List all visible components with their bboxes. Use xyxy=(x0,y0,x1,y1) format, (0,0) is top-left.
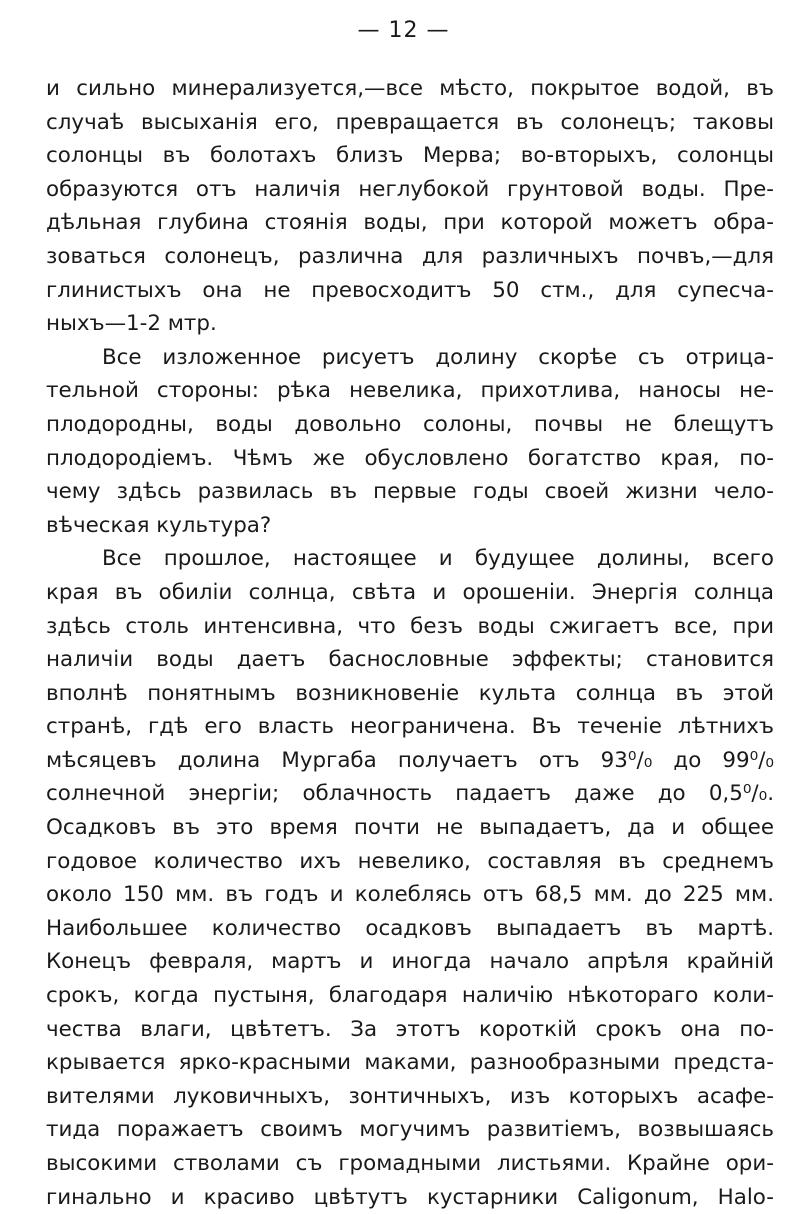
text-line: образуются отъ наличія неглубокой грунтовой воды. Пре- xyxy=(46,176,774,202)
text-line: глинистыхъ она не превосходитъ 50 стм., для супесча- xyxy=(46,277,774,303)
text-line: Наибольшее количество осадковъ выпадаетъ въ мартѣ. xyxy=(46,915,774,941)
text-line: вителями луковичныхъ, зонтичныхъ, изъ которыхъ асафе- xyxy=(46,1083,774,1109)
paragraph-1 xyxy=(46,72,774,341)
text-line: плодородны, воды довольно солоны, почвы не блещутъ xyxy=(46,411,774,437)
text-line: высокими стволами съ громадными листьями. Крайне ори- xyxy=(46,1151,774,1176)
text-line: плодородіемъ. Чѣмъ же обусловлено богатство края, по- xyxy=(46,445,774,471)
text-line: крывается ярко-красными маками, разнообразными предста- xyxy=(46,1050,774,1076)
text-line: зоваться солонецъ, различна для различныхъ почвъ,—для xyxy=(46,243,774,269)
text-line: солонцы въ болотахъ близъ Мерва; во-вторыхъ, солонцы xyxy=(46,143,774,169)
text-line: годовое количество ихъ невелико, составляя въ среднемъ xyxy=(46,848,774,874)
text-line: края въ обиліи солнца, свѣта и орошеніи. Энергія солнца xyxy=(46,579,774,605)
text-line: и сильно минерализуется,—все мѣсто, покрытое водой, въ xyxy=(46,76,774,101)
text-line: чему здѣсь развилась въ первые годы своей жизни чело- xyxy=(46,479,774,505)
text-line: дѣльная глубина стоянія воды, при которой можетъ обра- xyxy=(46,210,774,236)
text-line: Все изложенное рисуетъ долину скорѣе съ отрица- xyxy=(102,344,774,370)
text-line: солнечной энергіи; облачность падаетъ даже до 0,5⁰/₀. xyxy=(46,781,774,807)
text-line: случаѣ высыханія его, превращается въ солонецъ; таковы xyxy=(46,109,774,135)
text-line: срокъ, когда пустыня, благодаря наличію нѣкотораго коли- xyxy=(46,983,774,1009)
text-line: здѣсь столь интенсивна, что безъ воды сжигаетъ все, при xyxy=(46,613,774,639)
text-line: тельной стороны: рѣка невелика, прихотлива, наносы не- xyxy=(46,378,774,404)
body-text xyxy=(46,72,774,1214)
text-line: гинально и красиво цвѣтутъ кустарники Caligonum, Halo- xyxy=(46,1184,774,1210)
text-line: вполнѣ понятнымъ возникновеніе культа солнца въ этой xyxy=(46,680,774,706)
page-number: — 12 — xyxy=(357,18,450,43)
text-line: странѣ, гдѣ его власть неограничена. Въ теченіе лѣтнихъ xyxy=(46,714,774,740)
text-line: Осадковъ въ это время почти не выпадаетъ, да и общее xyxy=(46,815,774,841)
paragraph-2 xyxy=(46,341,774,543)
text-line: наличіи воды даетъ баснословные эффекты; становится xyxy=(46,647,774,673)
text-line: вѣческая культура? xyxy=(46,512,272,538)
text-line: Все прошлое, настоящее и будущее долины, всего xyxy=(102,546,774,572)
paragraph-3 xyxy=(46,542,774,1214)
text-line: чества влаги, цвѣтетъ. За этотъ короткій срокъ она по- xyxy=(46,1016,774,1042)
text-line: Конецъ февраля, мартъ и иногда начало апрѣля крайній xyxy=(46,949,774,975)
text-line: тида поражаетъ своимъ могучимъ развитіемъ, возвышаясь xyxy=(46,1117,774,1143)
text-line: мѣсяцевъ долина Мургаба получаетъ отъ 93⁰/₀ до 99⁰/₀ xyxy=(46,747,774,773)
text-line: ныхъ—1-2 мтр. xyxy=(46,311,217,337)
text-line: около 150 мм. въ годъ и колеблясь отъ 68,5 мм. до 225 мм. xyxy=(46,882,774,908)
